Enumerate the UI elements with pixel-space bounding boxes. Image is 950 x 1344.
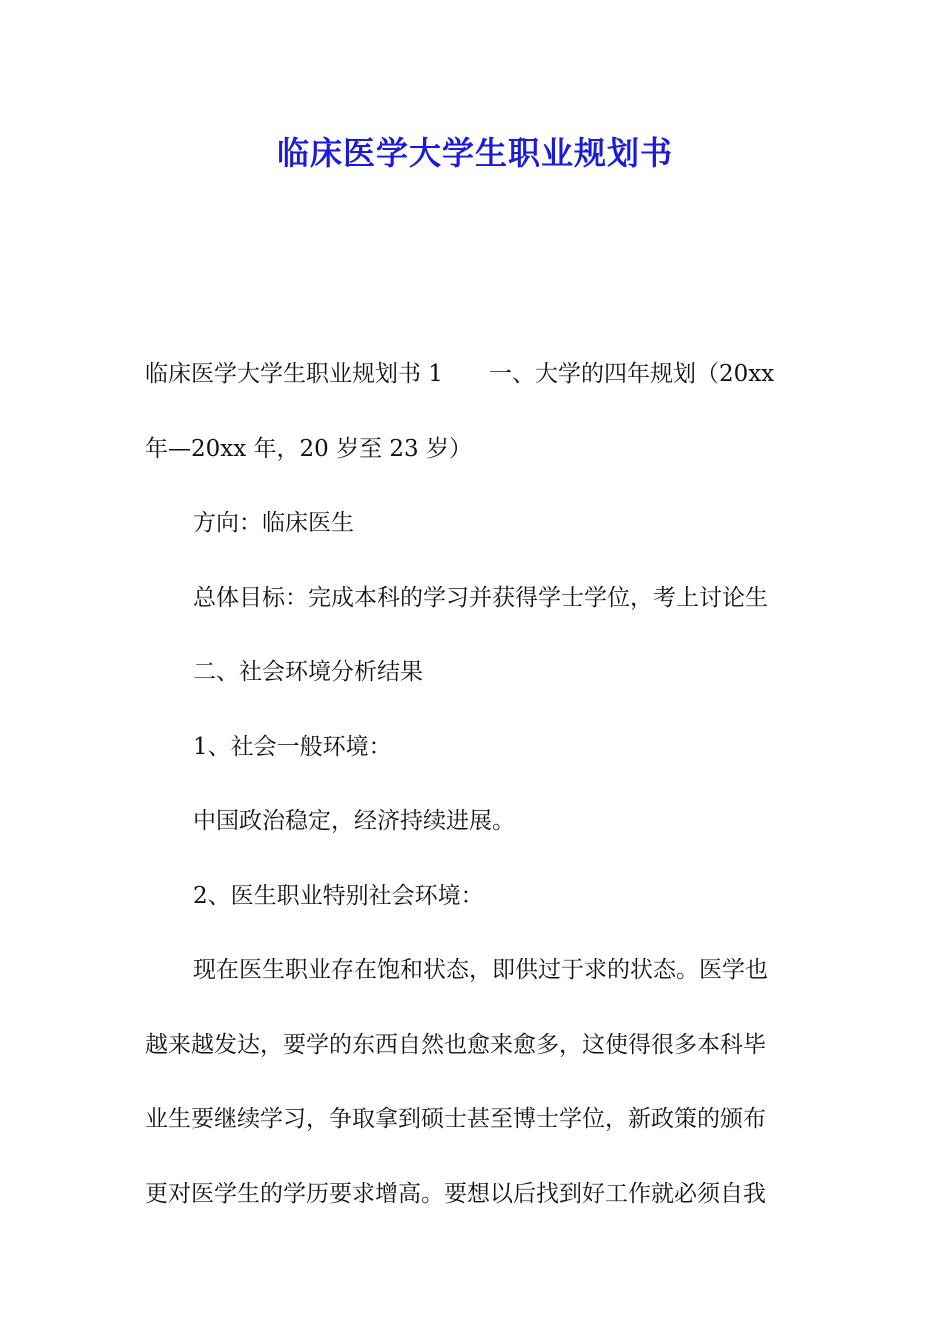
document-body: [145, 337, 809, 1231]
subsection-heading: 2、医生职业特别社会环境：: [193, 882, 484, 909]
paragraph-line: 中国政治稳定，经济持续进展。: [193, 808, 515, 834]
paragraph-line: 业生要继续学习，争取拿到硕士甚至博士学位，新政策的颁布: [145, 1106, 766, 1132]
paragraph-line: 年—20xx 年，20 岁至 23 岁）: [145, 435, 472, 462]
section-heading: 二、社会环境分析结果: [193, 659, 423, 685]
paragraph-line: 越来越发达，要学的东西自然也愈来愈多，这使得很多本科毕: [145, 1031, 766, 1058]
paragraph-line: 方向：临床医生: [193, 510, 354, 536]
paragraph-line: 总体目标：完成本科的学习并获得学士学位，考上讨论生: [193, 584, 768, 611]
paragraph-line: 现在医生职业存在饱和状态，即供过于求的状态。医学也: [193, 957, 768, 983]
paragraph-line: 更对医学生的学历要求增高。要想以后找到好工作就必须自我: [145, 1180, 766, 1207]
document-title: 临床医学大学生职业规划书: [276, 134, 673, 172]
paragraph-line: 临床医学大学生职业规划书 1 一、大学的四年规划（20xx: [145, 361, 775, 387]
subsection-heading: 1、社会一般环境：: [193, 733, 392, 760]
